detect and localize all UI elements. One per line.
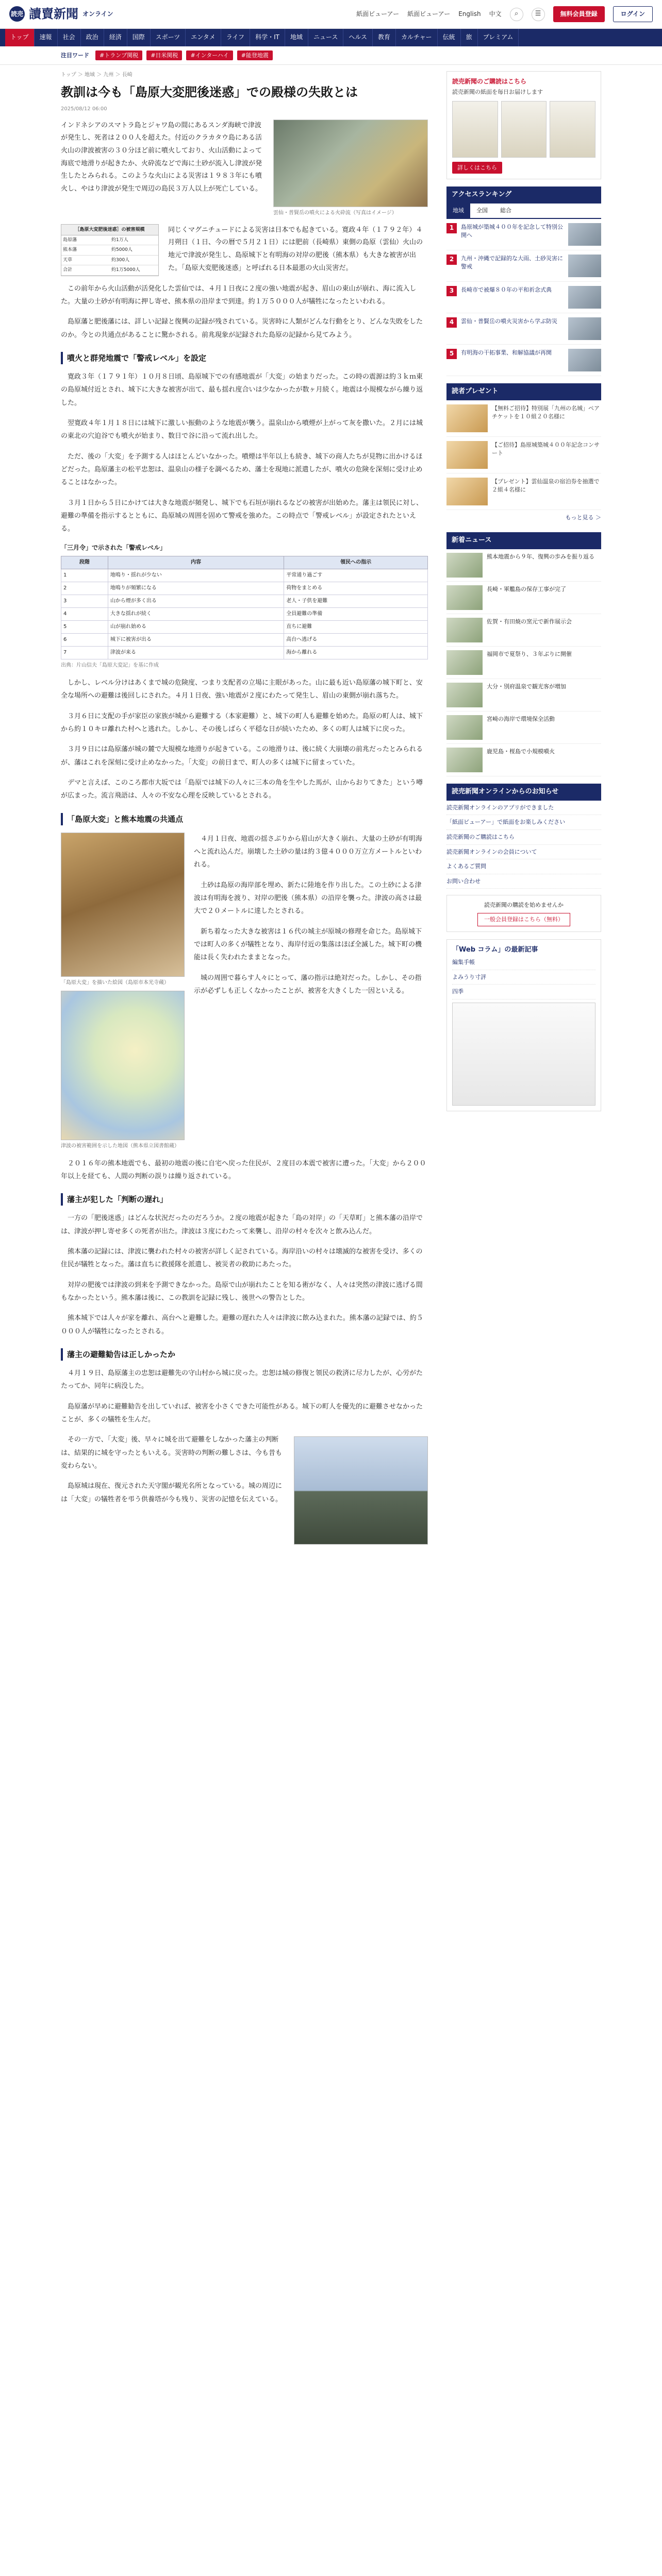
top-link-chinese[interactable]: 中文 xyxy=(489,10,502,18)
logo-mark: 読売 xyxy=(9,6,25,22)
nav-item[interactable]: ヘルス xyxy=(343,29,373,46)
promo-register-button[interactable]: 一般会員登録はこちら（無料） xyxy=(477,913,570,926)
table-cell: 2 xyxy=(61,582,108,595)
table-cell: 熊本藩 xyxy=(63,247,77,253)
nav-item[interactable]: プレミアム xyxy=(478,29,519,46)
table-cell: 地鳴り・揺れが少ない xyxy=(108,569,284,582)
news-item[interactable] xyxy=(446,744,601,776)
damage-table-title: ［島原大変肥後迷惑］の被害規模 xyxy=(61,225,158,235)
body-paragraph: ４月１９日、島原藩主の忠恕は避難先の守山村から城に戻った。忠恕は城の修復と領民の救済に尽力したが、心労がたたってか、同年に病没した。 xyxy=(61,1369,423,1391)
ad-title: 読売新聞のご購読はこちら xyxy=(452,78,527,85)
news-item[interactable] xyxy=(446,549,601,582)
table-cell: 地鳴りが頻繁になる xyxy=(108,582,284,595)
rank-thumbnail xyxy=(568,223,601,246)
notice-list xyxy=(446,801,601,889)
table-caption: 出典：片山信夫「島原大変記」を基に作成 xyxy=(61,662,159,668)
disaster-painting-image[interactable] xyxy=(61,833,185,977)
breadcrumb[interactable]: トップ ＞ 地域 ＞ 九州 ＞ 長崎 xyxy=(61,72,133,78)
table-row xyxy=(61,620,428,633)
nav-item[interactable]: 地域 xyxy=(285,29,308,46)
news-heading: 新着ニュース xyxy=(446,532,601,549)
trending-tag[interactable]: #能登地震 xyxy=(237,50,273,61)
web-column-heading: 「Web コラム」の最新記事 xyxy=(452,945,538,954)
alert-level-table xyxy=(61,556,428,659)
table-header: 領民への指示 xyxy=(284,556,428,569)
login-button[interactable]: ログイン xyxy=(613,6,653,22)
tsunami-map-image[interactable] xyxy=(61,991,185,1140)
nav-item[interactable]: 国際 xyxy=(127,29,151,46)
table-cell: 約1万5000人 xyxy=(111,267,140,273)
body-paragraph: ３月６日に支配の手が家臣の家族が城から避難する（本家避難）と、城下の町人も避難を始めた。島原の町人は、城下から約１０キロ離れた村へと逃れた。しかし、その後しばらく平穏な日が続いたため、多くの町人は城下に戻った。 xyxy=(61,712,423,733)
table-cell: 6 xyxy=(61,633,108,646)
sidebar xyxy=(446,71,601,1550)
notice-link[interactable]: 読売新聞のご購読はこちら xyxy=(446,830,601,845)
notice-link[interactable]: 読売新聞オンラインのアプリができました xyxy=(446,801,601,816)
site-logo[interactable] xyxy=(9,4,113,24)
tab-local[interactable]: 地域 xyxy=(446,204,470,218)
news-thumbnail xyxy=(446,683,483,707)
lead-paragraph: インドネシアのスマトラ島とジャワ島の間にあるスンダ海峡で津波が発生し、死者は２００人を超えた。付近のクラカタウ島にある活火山の津波被害の３０分ほど前に噴火しており、火山活動によって海底で地滑りが起きたか、火砕流などで海に土砂が流入し津波が発生したとみられる。このような火山による災害は１９８３年にも噴火し、やはり津波が発生で周辺の島民３万人以上が死亡している。 xyxy=(61,121,262,193)
castle-photo[interactable] xyxy=(294,1436,428,1545)
image-caption: 津波の被害範囲を示した地図（熊本県立図書館蔵） xyxy=(61,1143,179,1149)
nav-item[interactable]: エンタメ xyxy=(186,29,221,46)
promo-text: 読売新聞の購読を始めませんか xyxy=(484,902,564,909)
news-title: 鹿児島・桜島で小規模噴火 xyxy=(487,748,555,755)
rank-thumbnail xyxy=(568,349,601,371)
article xyxy=(61,71,428,1550)
nav-item[interactable]: 伝統 xyxy=(438,29,461,46)
table-cell: 津波が来る xyxy=(108,646,284,659)
subscription-ad[interactable] xyxy=(446,71,601,179)
trending-label: 注目ワード xyxy=(61,52,89,59)
nav-item[interactable]: 旅 xyxy=(461,29,478,46)
table-cell: 島原藩 xyxy=(63,237,77,243)
body-paragraph: ただ、後の「大変」を予測する人はほとんどいなかった。噴煙は半年以上も続き、城下の商人たちが見物に出かけるほどだった。島原藩主の松平忠恕は、温泉山の様子を調べるため、藩士を現地に派遣したが、噴火の危険を深刻に受け止めることはなかった。 xyxy=(61,452,423,487)
table-cell: 7 xyxy=(61,646,108,659)
rank-title: 雲仙・普賢岳の噴火災害から学ぶ防災 xyxy=(461,317,557,325)
body-paragraph: 熊本城下では人々が家を離れ、高台へと避難した。避難の遅れた人々は津波に飲み込まれた。熊本藩の記録では、約５０００人が犠牲になったとされる。 xyxy=(61,1314,423,1335)
notice-link[interactable]: よくあるご質問 xyxy=(446,859,601,874)
table-row xyxy=(61,256,158,265)
body-paragraph: ４月１日夜、地震の揺さぶりから眉山が大きく崩れ、大量の土砂が有明海へと流れ込んだ。崩壊した土砂の量は約３億４０００万立方メートルといわれる。 xyxy=(194,835,422,869)
news-thumbnail xyxy=(446,650,483,675)
body-paragraph: 一方の「肥後迷惑」はどんな状況だったのだろうか。２度の地震が起きた「島の対岸」の「天草町」と熊本藩の沿岸では、津波が押し寄せ多くの死者が出た。津波は３度にわたって来襲し、沿岸の村々を次々と飲み込んだ。 xyxy=(61,1214,423,1235)
article-date: 2025/08/12 06:00 xyxy=(61,106,107,112)
ranking-item[interactable] xyxy=(446,219,601,250)
logo-sub: オンライン xyxy=(82,10,113,18)
body-paragraph: この前年から火山活動が活発化した雲仙では、４月１日夜に２度の強い地震が起き、眉山の東山が崩れ、海に流入した。大量の土砂が有明海に押し寄せ、熊本県の沿岸まで到達。約１万５０００人が犠牲になったといわれる。 xyxy=(61,284,417,306)
table-row xyxy=(61,595,428,607)
table-cell: 合計 xyxy=(63,267,73,273)
news-title: 長崎・軍艦島の保存工事が完了 xyxy=(487,585,566,592)
body-paragraph: 島原藩が早めに避難勧告を出していれば、被害を小さくできた可能性がある。城下の町人を優先的に避難させなかったことが、多くの犠牲を生んだ。 xyxy=(61,1402,423,1424)
trending-tag[interactable]: #日米関税 xyxy=(146,50,182,61)
rank-thumbnail xyxy=(568,317,601,340)
nav-item[interactable]: 速報 xyxy=(35,29,58,46)
notice-link[interactable]: 「紙面ビューアー」で紙面をお楽しみください xyxy=(446,815,601,830)
menu-icon[interactable]: ☰ xyxy=(532,8,545,21)
nav-item[interactable]: カルチャー xyxy=(396,29,438,46)
rank-thumbnail xyxy=(568,255,601,277)
table-row xyxy=(61,646,428,659)
news-thumbnail xyxy=(446,715,483,740)
table-cell: 城下に被害が出る xyxy=(108,633,284,646)
news-item[interactable] xyxy=(446,679,601,711)
body-paragraph: 土砂は島原の海岸部を埋め、新たに陸地を作り出した。この土砂による津波は有明海を渡り、対岸の肥後（熊本県）の沿岸を襲った。津波の高さは最大で２０メートルに達したとされる。 xyxy=(194,881,422,916)
body-paragraph: 寛政３年（１７９１年）１０月８日頃、島原城下での有感地震が「大変」の始まりだった。この時の震源は約３ｋｍ東の島原城付近とされ、城下に大きな被害が出て、最も揺れ度合いは少なかったが数ヶ月続く。地震は小規模ながら繰り返した。 xyxy=(61,372,423,407)
notice-link[interactable]: お問い合わせ xyxy=(446,874,601,889)
nav-item[interactable]: スポーツ xyxy=(151,29,186,46)
top-link-viewer[interactable]: 紙面ビューアー xyxy=(356,10,400,18)
web-column-box xyxy=(446,939,601,1112)
nav-item[interactable]: 社会 xyxy=(58,29,81,46)
table-cell: 海から離れる xyxy=(284,646,428,659)
section-heading: 「島原大変」と熊本地震の共通点 xyxy=(61,813,428,825)
news-thumbnail xyxy=(446,618,483,642)
table-cell: 全員避難の準備 xyxy=(284,607,428,620)
body-paragraph: 城の周囲で暮らす人々にとって、藩の指示は絶対だった。しかし、その指示が必ずしも正しくなかったことが、被害を大きくした一因といえる。 xyxy=(194,974,422,995)
lead-image[interactable] xyxy=(273,120,428,207)
news-title: 大分・別府温泉で観光客が増加 xyxy=(487,683,566,690)
search-icon[interactable]: ⌕ xyxy=(510,8,523,21)
top-header xyxy=(0,0,662,29)
body-paragraph: その一方で、「大変」後、早々に城を出て避難をしなかった藩主の判断は、結果的に城を守ったともいえる。災害時の判断の難しさは、今も昔も変わらない。 xyxy=(61,1436,283,1470)
body-paragraph: 島原藩と肥後藩には、詳しい記録と復興の記録が残されている。災害時に人類がどんな行動をとり、どんな失敗をしたのか。今との共通点があることに驚かされる。前兆現象が記録された島原の記録から見てみよう。 xyxy=(61,318,423,339)
logo-text: 讀賣新聞 xyxy=(29,6,78,22)
table-cell: 4 xyxy=(61,607,108,620)
table-row xyxy=(61,265,158,275)
rank-number: 3 xyxy=(446,286,457,296)
ranking-item[interactable] xyxy=(446,282,601,313)
body-paragraph: 新ち着なった大きな被害は１６代の城主が原城の修理を命じた。島原城下では町人の多くが犠牲となり、海岸付近の集落はほぼ全滅した。城下町の機能は長く失われたままとなった。 xyxy=(194,927,422,962)
news-title: 佐賀・有田焼の窯元で新作展示会 xyxy=(487,618,572,625)
news-item[interactable] xyxy=(446,647,601,679)
table-cell: 山が崩れ始める xyxy=(108,620,284,633)
news-title: 福岡市で夏祭り、３年ぶりに開催 xyxy=(487,650,572,657)
tab-national[interactable]: 全国 xyxy=(476,207,488,214)
column-image[interactable] xyxy=(452,1003,595,1106)
main-nav xyxy=(0,29,662,46)
news-item[interactable] xyxy=(446,614,601,647)
ranking-heading: アクセスランキング xyxy=(446,187,601,204)
table-row xyxy=(61,607,428,620)
rank-number: 5 xyxy=(446,349,457,359)
table-cell: 1 xyxy=(61,569,108,582)
present-thumbnail xyxy=(446,478,488,505)
column-link[interactable]: 四季 xyxy=(452,985,595,999)
register-button[interactable]: 無料会員登録 xyxy=(553,6,605,22)
table-cell: 山から煙が多く出る xyxy=(108,595,284,607)
damage-table xyxy=(61,224,159,276)
section-heading: 噴火と群発地震で「警戒レベル」を設定 xyxy=(61,352,428,364)
intro-paragraph: 同じくマグニチュードによる災害は日本でも起きている。寛政４年（１７９２年）４月朔日（１日、今の暦で５月２１日）には肥前（長崎県）東側の島原（雲仙）火山の地元で津波が発生し、島原城下と有明海の対岸の肥後（熊本県）も大きな被害が出た。「島原大変肥後迷惑」と呼ばれる日本最悪の火山災害だ。 xyxy=(168,226,423,272)
present-title: 【無料ご招待】特別展「九州の名城」ペアチケットを１０組２０名様に xyxy=(492,404,600,420)
section-heading: 藩主が犯した「判断の遅れ」 xyxy=(61,1193,428,1206)
news-title: 宮崎の海岸で環境保全活動 xyxy=(487,715,555,722)
column-link[interactable]: 編集手帳 xyxy=(452,955,595,970)
rank-number: 2 xyxy=(446,255,457,265)
newspaper-image xyxy=(452,101,498,158)
notice-heading: 読売新聞オンラインからのお知らせ xyxy=(446,784,601,801)
top-link-viewer-2[interactable]: 紙面ビューアー xyxy=(407,10,451,18)
body-paragraph: 熊本藩の記録には、津波に襲われた村々の被害が詳しく記されている。海岸沿いの村々は壊滅的な被害を受け、多くの住民が犠牲となった。藩は直ちに救援隊を派遣し、被災者の救助にあたった。 xyxy=(61,1248,423,1269)
present-item[interactable] xyxy=(446,473,601,510)
table-cell: 老人・子供を避難 xyxy=(284,595,428,607)
table-cell: 約300人 xyxy=(111,257,130,263)
nav-item[interactable]: 科学・IT xyxy=(250,29,285,46)
register-promo xyxy=(446,895,601,931)
table-cell: 5 xyxy=(61,620,108,633)
present-heading: 読者プレゼント xyxy=(446,383,601,400)
tab-overall[interactable]: 総合 xyxy=(500,207,511,214)
trending-bar xyxy=(0,46,662,65)
table-cell: 平常通り過ごす xyxy=(284,569,428,582)
present-item[interactable] xyxy=(446,400,601,437)
rank-title: 有明海の干拓事業、和解協議が再開 xyxy=(461,349,552,356)
table-cell: 高台へ逃げる xyxy=(284,633,428,646)
nav-item[interactable]: ライフ xyxy=(221,29,250,46)
article-headline: 教訓は今も「島原大変肥後迷惑」での殿様の失敗とは xyxy=(61,84,358,99)
news-thumbnail xyxy=(446,585,483,610)
rank-title: 長崎市で被爆８０年の平和祈念式典 xyxy=(461,286,552,293)
notice-link[interactable]: 読売新聞オンラインの会員について xyxy=(446,845,601,860)
news-item[interactable] xyxy=(446,582,601,614)
newspaper-image xyxy=(550,101,595,158)
nav-item[interactable]: ニュース xyxy=(308,29,343,46)
nav-item[interactable]: 経済 xyxy=(104,29,127,46)
present-more-link[interactable]: もっと見る ＞ xyxy=(565,514,601,521)
news-item[interactable] xyxy=(446,711,601,744)
table-cell: 大きな揺れが続く xyxy=(108,607,284,620)
top-links xyxy=(356,6,653,22)
news-thumbnail xyxy=(446,553,483,578)
rank-number: 1 xyxy=(446,223,457,233)
body-paragraph: しかし、レベル分けはあくまで城の危険度、つまり支配者の立場に主眼があった。山に最も近い島原藩の城下町と、安全な場所への避難は後回しにされた。４月１日夜、強い地震が２度にわたって発生し、眉山の東側が崩れ落ちた。 xyxy=(61,679,423,700)
ad-subtitle: 読売新聞の紙面を毎日お届けします xyxy=(452,89,543,96)
present-title: 【ご招待】島原城築城４００年記念コンサート xyxy=(492,441,600,456)
top-link-english[interactable]: English xyxy=(458,10,481,18)
news-thumbnail xyxy=(446,748,483,772)
rank-title: 島原城が築城４００年を記念して特別公開へ xyxy=(461,223,563,239)
ranking-tabs xyxy=(446,204,601,219)
table-header: 段階 xyxy=(61,556,108,569)
body-paragraph: ３月１日から５日にかけては大きな地震が頻発し、城下でも石垣が崩れるなどの被害が出始めた。藩主は領民に対し、避難の準備を指示するとともに、島原城の周囲を固めて警戒を強めた。この時点で「警戒レベル」が設定されたといえる。 xyxy=(61,499,423,533)
table-cell: 直ちに避難 xyxy=(284,620,428,633)
trending-tag[interactable]: #インターハイ xyxy=(186,50,233,61)
table-header: 内容 xyxy=(108,556,284,569)
ranking-item[interactable] xyxy=(446,250,601,282)
present-title: 【プレゼント】雲仙温泉の宿泊券を抽選で２組４名様に xyxy=(492,478,600,493)
body-paragraph: 対岸の肥後では津波の到来を予測できなかった。島原で山が崩れたことを知る術がなく、人々は突然の津波に逃げる間もなかったという。熊本藩は後に、この教訓を記録に残し、後世への警告とした。 xyxy=(61,1281,423,1302)
present-thumbnail xyxy=(446,441,488,469)
trending-tag[interactable]: #トランプ関税 xyxy=(95,50,142,61)
table-row xyxy=(61,245,158,255)
table-cell: 荷物をまとめる xyxy=(284,582,428,595)
level-table-title: 「三月令」で示された「警戒レベル」 xyxy=(61,544,167,551)
body-paragraph: ２０１６年の熊本地震でも、最初の地震の後に自宅へ戻った住民が、２度目の本震で被害に遭った。「大変」から２００年以上を経ても、人間の判断の誤りは繰り返されている。 xyxy=(61,1159,426,1180)
newspaper-image xyxy=(501,101,547,158)
body-paragraph: 島原城は現在、復元された天守閣が観光名所となっている。城の周辺には「大変」の犠牲者を弔う供養塔が今も残り、災害の記憶を伝えている。 xyxy=(61,1482,283,1503)
nav-item[interactable]: 教育 xyxy=(373,29,396,46)
present-item[interactable] xyxy=(446,437,601,473)
rank-title: 九州・沖縄で記録的な大雨、土砂災害に警戒 xyxy=(461,255,563,270)
table-row xyxy=(61,569,428,582)
body-paragraph: 翌寛政４年１月１８日には城下に激しい振動のような地震が襲う。温泉山から噴煙が上がって灰を撒いた。２月には城の東北の穴迫谷でも噴火が始まり、数日で谷に沿って流れ出した。 xyxy=(61,419,423,440)
rank-thumbnail xyxy=(568,286,601,309)
ranking-item[interactable] xyxy=(446,313,601,345)
table-row xyxy=(61,633,428,646)
column-link[interactable]: よみうり寸評 xyxy=(452,970,595,985)
ranking-item[interactable] xyxy=(446,345,601,376)
table-cell: 約5000人 xyxy=(111,247,133,253)
table-cell: 天草 xyxy=(63,257,73,263)
image-caption: 「島原大変」を描いた絵図（島原市本光寺蔵） xyxy=(61,979,169,986)
body-paragraph: ３月９日には島原藩が城の麓で大規模な地滑りが起きている。この地滑りは、後に続く大崩壊の前兆だったとみられるが、藩はこれを深刻に受け止めなかった。「大変」の前日まで、町人の多くは城下に留まっていた。 xyxy=(61,745,423,767)
table-row xyxy=(61,235,158,245)
ad-button[interactable]: 詳しくはこちら xyxy=(452,162,502,174)
table-row xyxy=(61,582,428,595)
present-thumbnail xyxy=(446,404,488,432)
table-cell: 3 xyxy=(61,595,108,607)
lead-caption: 雲仙・普賢岳の噴火による火砕流（写真はイメージ） xyxy=(273,210,397,216)
nav-item[interactable]: 政治 xyxy=(81,29,104,46)
nav-item[interactable]: トップ xyxy=(5,29,35,46)
rank-number: 4 xyxy=(446,317,457,328)
table-cell: 約1万人 xyxy=(111,237,128,243)
news-title: 熊本地震から９年、復興の歩みを振り返る xyxy=(487,553,594,560)
section-heading: 藩主の避難勧告は正しかったか xyxy=(61,1348,428,1361)
body-paragraph: デマと言えば、このころ都市大坂では「島原では城下の人々に三本の角を生やした馬が、山からおりてきた」という噂が広まった。流言飛語は、人々の不安な心理を反映しているとされる。 xyxy=(61,778,423,800)
